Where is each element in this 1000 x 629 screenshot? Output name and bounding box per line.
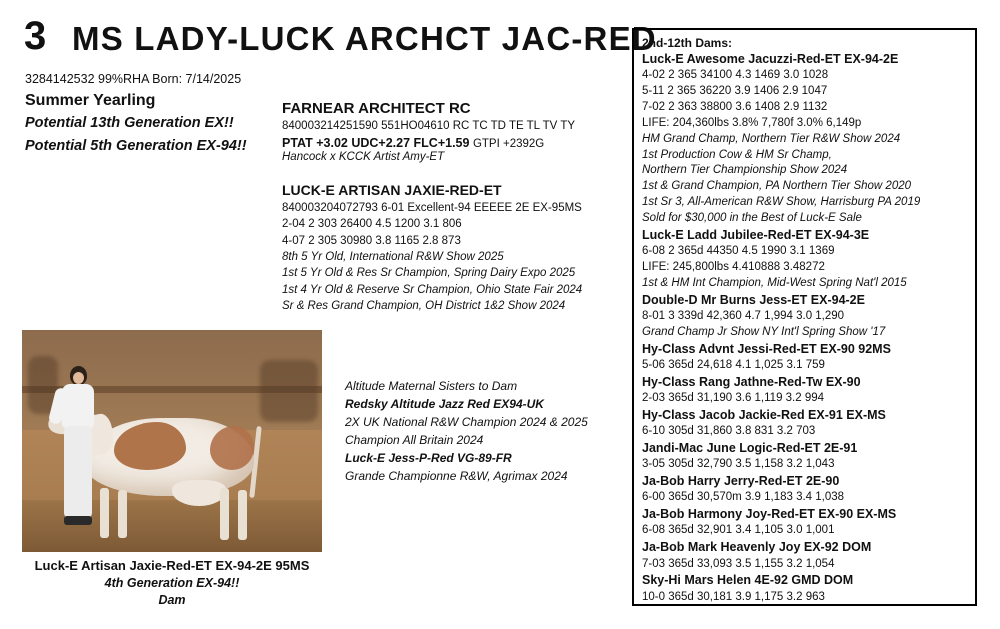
- handler-face: [73, 372, 84, 384]
- pedigree-entry: [642, 506, 967, 539]
- pedigree-entry: [642, 292, 967, 341]
- pedigree-note: 1st Production Cow & HM Sr Champ,: [642, 148, 832, 161]
- maternal-sisters-block: [345, 377, 615, 485]
- lot-number: 3: [24, 14, 47, 58]
- pedigree-record: 8-01 3 339d 42,360 4.7 1,994 3.0 1,290: [642, 309, 845, 322]
- pedigree-ancestor-name: Luck-E Awesome Jacuzzi-Red-ET EX-94-2E: [642, 52, 899, 66]
- pedigree-entry: [642, 473, 967, 506]
- photo-caption-role: Dam: [158, 593, 186, 607]
- pedigree-record: 3-05 305d 32,790 3.5 1,158 3.2 1,043: [642, 458, 835, 471]
- dam-photo: [22, 330, 322, 552]
- pedigree-ancestor-name: Hy-Class Jacob Jackie-Red EX-91 EX-MS: [642, 407, 886, 422]
- pedigree-box: [632, 28, 977, 606]
- sire-name: FARNEAR ARCHITECT RC: [282, 100, 471, 117]
- pedigree-entry: [642, 227, 967, 292]
- cow-leg: [220, 488, 229, 540]
- sire-pedigree: Hancock x KCCK Artist Amy-ET: [282, 150, 445, 163]
- potential-generation-note-1: Potential 13th Generation EX!!: [25, 115, 234, 131]
- pedigree-ancestor-name: Sky-Hi Mars Helen 4E-92 GMD DOM: [642, 573, 854, 588]
- registration-line: 3284142532 99%RHA Born: 7/14/2025: [25, 72, 242, 86]
- cow-color-patch: [210, 426, 254, 470]
- dam-show-result: 1st 4 Yr Old & Reserve Sr Champion, Ohio State Fair 2024: [282, 283, 583, 296]
- cow-leg: [118, 490, 127, 538]
- handler-shoes: [64, 516, 92, 525]
- pedigree-note: Sold for $30,000 in the Best of Luck-E Sale: [642, 211, 862, 224]
- pedigree-note: 1st Sr 3, All-American R&W Show, Harrisburg PA 2019: [642, 196, 921, 209]
- pedigree-entry: [642, 440, 967, 473]
- pedigree-entry: [642, 407, 967, 440]
- maternal-sister-detail: Grande Championne R&W, Agrimax 2024: [345, 469, 568, 483]
- maternal-sister-detail: 2X UK National R&W Champion 2024 & 2025: [345, 415, 588, 429]
- potential-generation-note-2: Potential 5th Generation EX-94!!: [25, 138, 247, 154]
- pedigree-record: 5-11 2 365 36220 3.9 1406 2.9 1047: [642, 85, 828, 98]
- handler-pants: [64, 426, 92, 518]
- maternal-sister-entry: Luck-E Jess-P-Red VG-89-FR: [345, 451, 512, 465]
- pedigree-record: 6-08 365d 32,901 3.4 1,105 3.0 1,001: [642, 524, 835, 537]
- pedigree-record: 7-02 2 363 38800 3.6 1408 2.9 1132: [642, 100, 828, 113]
- sire-registration: 840003214251590 551HO04610 RC TC TD TE TL TV TY: [282, 120, 576, 132]
- pedigree-record: 5-06 365d 24,618 4.1 1,025 3.1 759: [642, 358, 825, 371]
- pedigree-ancestor-name: Ja-Bob Harmony Joy-Red-ET EX-90 EX-MS: [642, 507, 897, 522]
- photo-caption-name: Luck-E Artisan Jaxie-Red-ET EX-94-2E 95MS: [34, 558, 310, 573]
- cow-leg: [238, 490, 247, 540]
- sire-ptat-values: PTAT +3.02 UDC+2.27 FLC+1.59: [282, 135, 470, 150]
- maternal-sister-detail: Champion All Britain 2024: [345, 433, 484, 447]
- pedigree-entry: [642, 341, 967, 374]
- dam-record-line: 2-04 2 303 26400 4.5 1200 3.1 806: [282, 218, 462, 231]
- photo-caption-generation: 4th Generation EX-94!!: [104, 576, 240, 590]
- dam-photo-image: [22, 330, 322, 552]
- pedigree-box-title: 2nd-12th Dams:: [642, 36, 733, 50]
- dam-show-result: 8th 5 Yr Old, International R&W Show 2025: [282, 250, 504, 263]
- pedigree-note: 1st & Grand Champion, PA Northern Tier Show 2020: [642, 180, 912, 193]
- pedigree-record: 2-03 365d 31,190 3.6 1,119 3.2 994: [642, 392, 825, 404]
- pedigree-ancestor-name: Hy-Class Advnt Jessi-Red-ET EX-90 92MS: [642, 341, 891, 356]
- dam-record-line: 840003204072793 6-01 Excellent-94 EEEEE 2E EX-95MS: [282, 202, 582, 214]
- pedigree-note: 1st & HM Int Champion, Mid-West Spring Nat'l 2015: [642, 276, 907, 289]
- pedigree-ancestor-name: Double-D Mr Burns Jess-ET EX-94-2E: [642, 292, 865, 307]
- dam-show-result: Sr & Res Grand Champion, OH District 1&2 Show 2024: [282, 299, 566, 312]
- pedigree-entry: [642, 572, 967, 605]
- pedigree-record: 6-00 365d 30,570m 3.9 1,183 3.4 1,038: [642, 491, 845, 504]
- page-title: MS LADY-LUCK ARCHCT JAC-RED: [72, 20, 657, 57]
- pedigree-record: 7-03 365d 33,093 3.5 1,155 3.2 1,054: [642, 557, 835, 570]
- pedigree-record: LIFE: 245,800lbs 4.410888 3.48272: [642, 260, 825, 273]
- pedigree-entry: [642, 539, 967, 572]
- pedigree-record: 6-08 2 365d 44350 4.5 1990 3.1 1369: [642, 245, 835, 258]
- maternal-sister-entry: Redsky Altitude Jazz Red EX94-UK: [345, 397, 544, 411]
- dam-record-line: 4-07 2 305 30980 3.8 1165 2.8 873: [282, 234, 461, 247]
- pedigree-note: Grand Champ Jr Show NY Int'l Spring Show '17: [642, 325, 886, 338]
- pedigree-ancestor-name: Ja-Bob Mark Heavenly Joy EX-92 DOM: [642, 540, 872, 555]
- photo-background-spectators: [260, 360, 318, 422]
- pedigree-ancestor-name: Jandi-Mac June Logic-Red-ET 2E-91: [642, 440, 858, 455]
- show-class: Summer Yearling: [25, 92, 156, 109]
- dam-block: [282, 182, 622, 314]
- pedigree-ancestor-name: Ja-Bob Harry Jerry-Red-ET 2E-90: [642, 474, 840, 489]
- cow-leg: [100, 488, 109, 538]
- sire-ptat: [282, 136, 612, 150]
- pedigree-record: LIFE: 204,360lbs 3.8% 7,780f 3.0% 6,149p: [642, 116, 862, 129]
- sire-block: [282, 100, 612, 163]
- maternal-sisters-heading: Altitude Maternal Sisters to Dam: [345, 379, 518, 393]
- handler-shirt: [62, 384, 94, 428]
- sire-gtpi: GTPI +2392G: [472, 137, 545, 150]
- pedigree-record: 6-10 305d 31,860 3.8 831 3.2 703: [642, 425, 816, 438]
- dam-show-result: 1st 5 Yr Old & Res Sr Champion, Spring Dairy Expo 2025: [282, 267, 576, 280]
- pedigree-note: Northern Tier Championship Show 2024: [642, 164, 848, 177]
- dam-name: LUCK-E ARTISAN JAXIE-RED-ET: [282, 182, 502, 198]
- pedigree-ancestor-name: Hy-Class Rang Jathne-Red-Tw EX-90: [642, 374, 861, 389]
- pedigree-record: 4-02 2 365 34100 4.3 1469 3.0 1028: [642, 69, 829, 82]
- pedigree-entry: [642, 51, 967, 227]
- pedigree-ancestor-name: Luck-E Ladd Jubilee-Red-ET EX-94-3E: [642, 227, 870, 242]
- pedigree-note: HM Grand Champ, Northern Tier R&W Show 2024: [642, 132, 901, 145]
- pedigree-entry: [642, 374, 967, 407]
- pedigree-record: 10-0 365d 30,181 3.9 1,175 3.2 963: [642, 590, 825, 603]
